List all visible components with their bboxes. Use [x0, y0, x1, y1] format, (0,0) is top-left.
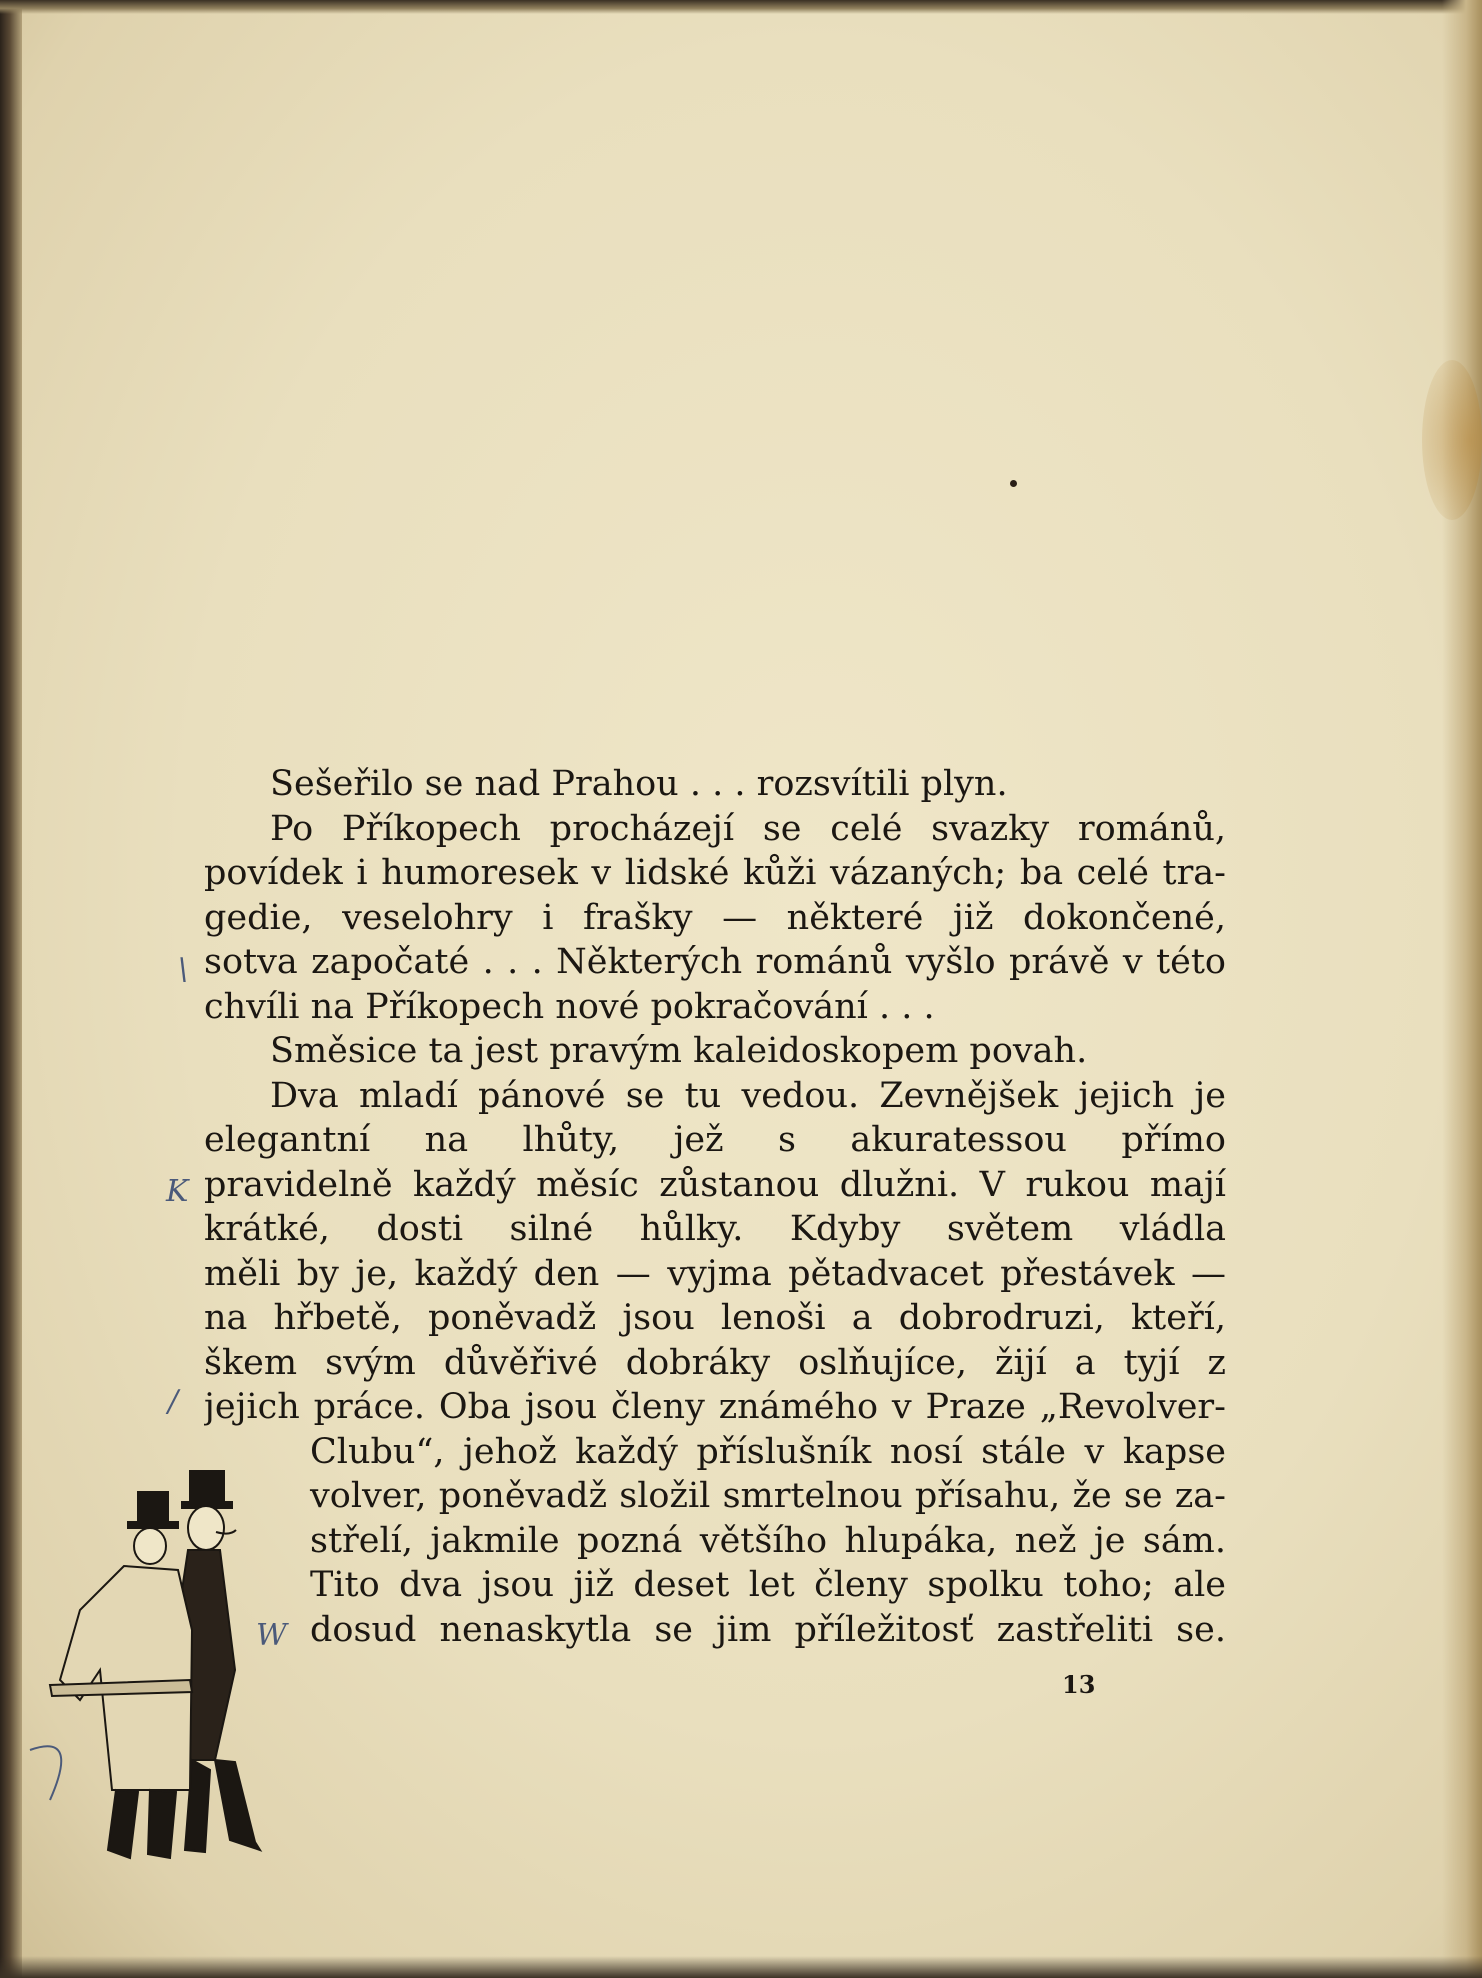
text-line: Tito dva jsou již deset let členy spolku toho; ale — [310, 1565, 1226, 1605]
text-line: Dva mladí pánové se tu vedou. Zevnějšek jejich je — [270, 1075, 1226, 1116]
margin-pencil-mark: W — [256, 1618, 287, 1653]
ink-speck — [1010, 480, 1017, 487]
bottom-edge-shadow — [0, 1956, 1482, 1978]
two-gentlemen-illustration — [20, 1470, 300, 1870]
page-number: 13 — [1062, 1670, 1096, 1699]
text-line: volver, poněvadž složil smrtelnou přísahu, že se za- — [310, 1476, 1226, 1516]
margin-pencil-mark: / — [168, 1384, 179, 1419]
top-edge-shadow — [0, 0, 1482, 14]
text-line: krátké, dosti silné hůlky. Kdyby světem vládla — [204, 1209, 1226, 1249]
right-edge-shadow — [1442, 0, 1482, 1978]
text-line: pravidelně každý měsíc zůstanou dlužni. V rukou mají — [204, 1164, 1226, 1205]
text-line: Po Příkopech procházejí se celé svazky románů, — [270, 808, 1226, 849]
text-line: měli by je, každý den — vyjma pětadvacet přestávek — — [204, 1253, 1226, 1294]
text-line: škem svým důvěřivé dobráky oslňujíce, žijí a tyjí z — [204, 1342, 1226, 1383]
text-line: jejich práce. Oba jsou členy známého v Praze „Revolver- — [204, 1387, 1226, 1427]
text-line: dosud nenaskytla se jim příležitosť zastřeliti se. — [310, 1609, 1226, 1650]
text-line: Clubu“, jehož každý příslušník nosí stále v kapse — [310, 1431, 1226, 1472]
page-stain — [1422, 360, 1482, 520]
text-line: na hřbetě, poněvadž jsou lenoši a dobrodruzi, kteří, — [204, 1298, 1226, 1338]
margin-pencil-mark: K — [166, 1174, 189, 1209]
text-line: elegantní na lhůty, jež s akuratessou přímo — [204, 1120, 1226, 1160]
margin-pencil-mark: \ — [178, 952, 189, 987]
text-line: střelí, jakmile pozná většího hlupáka, než je sám. — [310, 1520, 1226, 1561]
text-line: Sešeřilo se nad Prahou . . . rozsvítili plyn. — [270, 764, 1008, 804]
text-line: Směsice ta jest pravým kaleidoskopem povah. — [270, 1031, 1088, 1071]
text-line: gedie, veselohry i frašky — některé již dokončené, — [204, 897, 1226, 938]
body-text — [204, 762, 1226, 1652]
text-line: sotva započaté . . . Některých románů vyšlo právě v této — [204, 942, 1226, 982]
text-line: povídek i humoresek v lidské kůži vázaných; ba celé tra- — [204, 853, 1226, 893]
book-binding — [0, 0, 22, 1978]
text-line: chvíli na Příkopech nové pokračování . . . — [204, 986, 935, 1027]
gentleman-left — [50, 1492, 192, 1858]
